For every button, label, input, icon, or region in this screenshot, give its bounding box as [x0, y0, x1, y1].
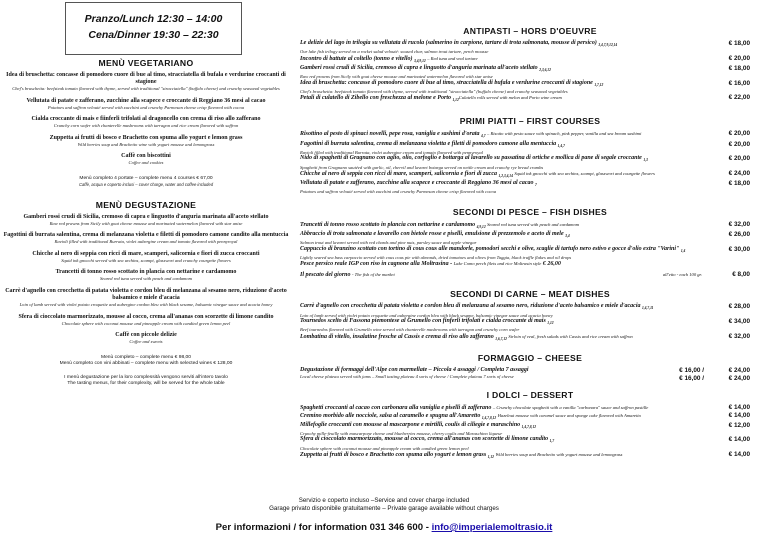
price: € 14,00: [728, 411, 750, 419]
menu-row: Nido di spaghetti di Gragnano con aglio, olio, corfoglio e bottarga al lavarello su passatina di ortiche e mollica di pane di segale croccante $_{1,3}$ Spaghetti from Gragnano sautéed with garlic, oil, chervil and lavaret botarga served on nettle cream and crunchy rye bread crumbs € 20,00: [300, 155, 750, 170]
list-item: Zuppetta ai frutti di bosco e Brachetto con spuma allo yogurt e lemon grass Wild berries soup and Brachetto wine with yogurt mousse and lemongrass: [49, 134, 243, 147]
price: € 22,00: [728, 94, 750, 102]
menu-row: Cappuccio di branzino scottato con tortino di cous cous alle mandorle, pomodori secchi e olive, scaglie di tartufo nero estivo e gocce d'olio extra "Varini" $_{1,4}$ Lightly seared sea bass carpaccio served with cous cous pie with almonds, dried tomatoes and olives from Taggia, black truffle flakes and oil drops € 30,00: [300, 245, 750, 260]
menu-row: Cremino morbido alle nocciole, salsa al caramello e spugna all'Amaretto $_{1,4,7,8,12}$ Hazelnut mousse with caramel sauce and sponge cake flavored with Amaretto € 14,00: [300, 411, 750, 420]
contact-info: Per informazioni / for information 031 346 600 - info@imperialemoltrasio.it: [215, 522, 553, 533]
menu-row: Petali di culatello di Zibello con freschezza al melone e Porto $_{1,12}$Culatello rolls served with melon and Porto wine cream € 22,00: [300, 94, 750, 103]
antipasti-list: [300, 40, 760, 104]
dessert-title: I DOLCI – DESSERT: [486, 389, 574, 400]
price: € 20,00: [728, 155, 750, 163]
price: € 24,00: [728, 170, 750, 177]
price: € 32,00: [728, 220, 750, 228]
price: € 18,00: [728, 64, 750, 72]
meat-title: SECONDI DI CARNE – MEAT DISHES: [450, 289, 610, 300]
lunch-hours: Pranzo/Lunch 12:30 – 14:00: [84, 13, 223, 25]
menu-row: Chicche al nero di seppia con ricci di mare, scamperi, salicornia e fiori di zucca $_{1,2,3,4,14}$ Squid ink gnocchi with sea urchins, scampi, glasswort and courgette flowers € 24,00: [300, 170, 750, 179]
menu-row: Il pescato del giorno - The fish of the market all'etto - each 100 gr. € 8,00: [300, 271, 750, 279]
tasting-menu-title: MENÙ DEGUSTAZIONE: [95, 199, 197, 210]
menu-row: Gamberi rossi crudi di Sicilia, cremoso di capra e linguotto d'anguria marinata all'aceto stellato $_{2,3,6,12}$ Raw red prawns from Sicily with goat cheese mousse and marinated watermelon flavored with star anise € 18,00: [300, 64, 750, 80]
menu-row: Tournedos scelto di Fassona piemontese al Grumello con finferli trifolati e cialda croccante di mais $_{1,12}$ Beef tournedos flavored with Grumello wine served with chanterelle mushrooms with tarragon and crunchy corn wafer € 34,00: [300, 318, 750, 333]
price: € 24,00: [728, 367, 750, 374]
price: € 14,00: [728, 436, 750, 444]
menu-row: Fagottini di burrata salentina, crema di melanzana violetta e filetti di pomodoro camone alla mentuccia $_{1,4,7}$ Ravioli filled with traditional Burrata, violet aubergine cream and tomato flavored with pennyroyal € 20,00: [300, 140, 750, 155]
menu-row: Sfera di cioccolato marmorizzato, mousse al cocco, crema all'ananas con scorzette di limone candito $_{1,7}$ Chocolate sphere with coconut mousse and pineapple cream with candied green lemon peel € 14,00: [300, 436, 750, 451]
list-item: Chicche al nero di seppia con ricci di mare, scamperi, salicornia e fiori di zucca croccanti Squid ink gnocchi served with sea urchins, scampi, glasswort and crunchy courgette flowers: [32, 250, 260, 263]
menu-row: Abbraccio di trota salmonata e lavarello con bietole rosse e piselli, emulsione di prezzemolo e aceto di mele $_{3,4}$ Salmon trout and lavaret served with red chards and pine nuts, parsley sauce and apple vinegar € 26,00: [300, 231, 750, 246]
vegetarian-menu-title: MENÙ VEGETARIANO: [98, 58, 194, 68]
primi-list: [300, 130, 760, 194]
list-item: Gamberi rossi crudi di Sicilia, cremoso di capra e linguotto d'anguria marinata all'aceto stellato Raw red prawns from Sicily with goat cheese mousse and marinated watermelon flavored with star anise: [23, 213, 269, 226]
dessert-list: [300, 404, 760, 462]
price: € 18,00: [728, 180, 750, 188]
list-item: Sfera di cioccolato marmorizzato, mousse al cocco, crema all'ananas con scorzette di limone candito Chocolate sphere with coconut mousse and pineapple cream with candied green lemon peel: [18, 313, 274, 326]
cheese-title: FORMAGGIO – CHEESE: [477, 353, 583, 363]
price: € 20,00: [728, 54, 750, 62]
price: € 24,00: [728, 375, 750, 382]
email-link[interactable]: info@imperialemoltrasio.it: [431, 522, 553, 533]
antipasti-title: ANTIPASTI – HORS D'OEUVRE: [463, 26, 597, 36]
list-item: Cialda croccante di mais e fiinferli trifolati al dragoncello con crema di riso allo zafferano Crunchy corn wafer with chanterelle mushrooms with tarragon and rice cream flavored with saffron: [31, 116, 261, 129]
cheese-list: [300, 367, 760, 380]
list-item: Caffè con biscottini Coffee and cookies: [121, 153, 171, 166]
menu-row: Vellutata di patate e zafferano, zucchine alla scapece e croccante di Reggiano 36 mesi al cacao $_7$ Potatoes and saffron velouté served with zucchini and crunchy Parmesan cheese crisp flavored with cocoa € 18,00: [300, 180, 750, 195]
price: € 26,00: [728, 231, 750, 239]
list-item: Fagottini di burrata salentina, crema di melanzana violetta e filetti di pomodoro camone candito alla mentuccia Ravioli filled with traditional Burrata, violet aubergine cream and tomato flavored with pennyroyal: [3, 232, 289, 245]
menu-row: Carrè d'agnello con crocchetta di patata violetta e cordon bleu di melanzana al sesamo nero, riduzione d'aceto balsamico e miele d'acacia $_{1,4,7,11}$ Loin of lamb served with violet potato croquette and aubergine cordon bleu with black sesame, balsamic vinegar sauce and acacia honey € 28,00: [300, 303, 750, 318]
menu-row: Millefoglie croccanti con mousse al mascarpone e mirtilli, coulis di ciliegie e maraschino $_{1,4,7,8,12}$ Crunchy mille-feuille with mascarpone cheese and blueberries mousse, cherry coulis and Maraschino liqueur € 12,00: [300, 421, 750, 436]
fish-title: SECONDI DI PESCE – FISH DISHES: [452, 206, 608, 217]
price: € 14,00: [728, 403, 750, 411]
menu-row: Trancetti di tonno rosso scottato in plancia con nettarine e cardamomo $_{4,9,12}$ Seared red tuna served with peach and cardamom € 32,00: [300, 220, 750, 230]
price-small: € 16,00 /: [679, 375, 704, 382]
menu-row: Incontro di battute al coltello (tonno e vitello) $_{3,4,9,12}$ – Red tuna and veal tartare € 20,00: [300, 54, 750, 63]
fish-list: [300, 221, 760, 280]
price: € 30,00: [728, 245, 750, 253]
tasting-menu-price: Menù completo – complete menu € 98,00 Menù completo con vini abbinati – complete menu with selected wines € 128,00: [59, 354, 233, 366]
menu-row: Le delizie del lago in trilogia su vellutata di rucola (salmerino in carpione, tartare di trota salmonata, mousse di persico) $_{3,4,7,9,12,14}$ Our lake fish trilogy served on a rocket salad velouté: soused char, salmon trout tartare, perch mousse € 18,00: [300, 40, 750, 55]
menu-row: Lombatina di vitello, insalatine fresche al Cassis e crema di riso allo zafferano $_{1,6,7,12}$ Sirloin of veal, fresh salads with Cassis and rice cream with saffron € 32,00: [300, 332, 750, 341]
list-item: Carrè d'agnello con crocchetta di patata violetta e cordon bleu di melanzana al sesamo nero, riduzione d'aceto balsamico e miele d'acacia Loin of lamb served with violet potato croquette and aubergine cordon bleu with black sesame, balsamic vinegar sauce and acacia honey: [5, 287, 287, 307]
left-column: [0, 58, 292, 387]
vegetarian-menu-list: [0, 72, 292, 166]
right-column: [300, 0, 760, 461]
service-note: Servizio e coperto incluso –Service and cover charge included Garage privato disponibile gratuitamente – Private garage available without charges: [269, 497, 499, 512]
price: € 18,00: [728, 40, 750, 47]
menu-row: Zuppetta ai frutti di bosco e Brachetto con spuma allo yogurt e lemon grass $_{1,12}$ Wild berries soup and Brachetto with yogurt mousse and lemongrass € 14,00: [300, 451, 750, 460]
menu-row: Degustazione di formaggi dell'Alpe con marmellate – Piccola 4 assaggi / Completa 7 assaggi Local cheese plateau served with jams – Small tasting plateau 4 sorts of cheese / Complete plateau 7 sorts of cheese € 16,00 / € 24,00 € 16,00 / € 24,00: [300, 367, 750, 382]
list-item: Vellutata di patate e zafferano, zucchine alla scapece e croccante di Reggiano 36 mesi al cacao Potatoes and saffron velouté served with zucchini and crunchy Parmesan cheese crisp flavored with cocoa: [26, 97, 266, 110]
price: € 32,00: [728, 332, 750, 340]
price: € 26,00: [542, 261, 561, 268]
price: € 20,00: [728, 130, 750, 138]
price: € 20,00: [728, 140, 750, 148]
price: € 16,00: [728, 79, 750, 87]
primi-title: PRIMI PIATTI – FIRST COURSES: [459, 116, 601, 127]
menu-row: Risottino al pesto di spinaci novelli, pepe rosa, vaniglia e sashimi d'orata $_{4,7}$ – Risotto with pesto sauce with spinach, pink pepper, vanilla and sea bream sashimi € 20,00: [300, 130, 750, 139]
price-small: € 16,00 /: [679, 367, 704, 374]
meat-list: [300, 303, 760, 343]
opening-hours-box: [65, 2, 242, 55]
menu-row: Idea di bruschetta: concasse di pomodoro cuore di bue al timo, stracciatella di bufala e verdurine croccanti di stagione $_{1,7,12}$ Chef's bruschetta: beefsteak tomato flavored with thyme, served with traditional "stracciatella" (buffalo cheese) and crunchy seasonal vegetables € 16,00: [300, 79, 750, 94]
vegetarian-menu-price: Menù completo 4 portate – complete menu 4 courses € 67,00 Caffè, acqua e coperto inclusi – cover charge, water and coffee included: [78, 175, 214, 187]
menu-row: Pesce persico reale IGP con riso in cagnone alla Moltrasina - Lake Como perch filets and rice Moltrasin style € 26,00: [300, 261, 561, 268]
dinner-hours: Cena/Dinner 19:30 – 22:30: [88, 29, 219, 41]
list-item: Caffè con piccole delizie Coffee and sweets: [115, 332, 177, 345]
price: € 14,00: [728, 451, 750, 459]
list-item: Trancetti di tonno rosso scottato in plancia con nettarine e cardamomo Seared red tuna served with peach and cardamom: [55, 269, 237, 282]
menu-row: Spaghetti croccanti al cacao con carbonara alla vaniglia e piselli di zafferano – Crunchy chocolate spaghetti with a vanilla "carbonara" sauce and saffron pastille € 14,00: [300, 403, 750, 411]
price: € 8,00: [732, 271, 750, 279]
price: € 34,00: [728, 318, 750, 326]
price: € 12,00: [728, 421, 750, 429]
tasting-menu-list: [0, 214, 292, 345]
price: € 28,00: [728, 303, 750, 311]
tasting-menu-note: I menù degustazione per la loro complessità vengono serviti all'intero tavolo The tasting menus, for their complexity, will be served for the whole table: [64, 374, 228, 386]
list-item: Idea di bruschetta: concasse di pomodoro cuore di bue al timo, stracciatella di bufala e verdurine croccanti di stagione Chef's bruschetta: beefsteak tomato flavored with thyme, served with traditional "stracciatella" (buffalo cheese) and crunchy seasonal vegetables: [6, 72, 286, 91]
